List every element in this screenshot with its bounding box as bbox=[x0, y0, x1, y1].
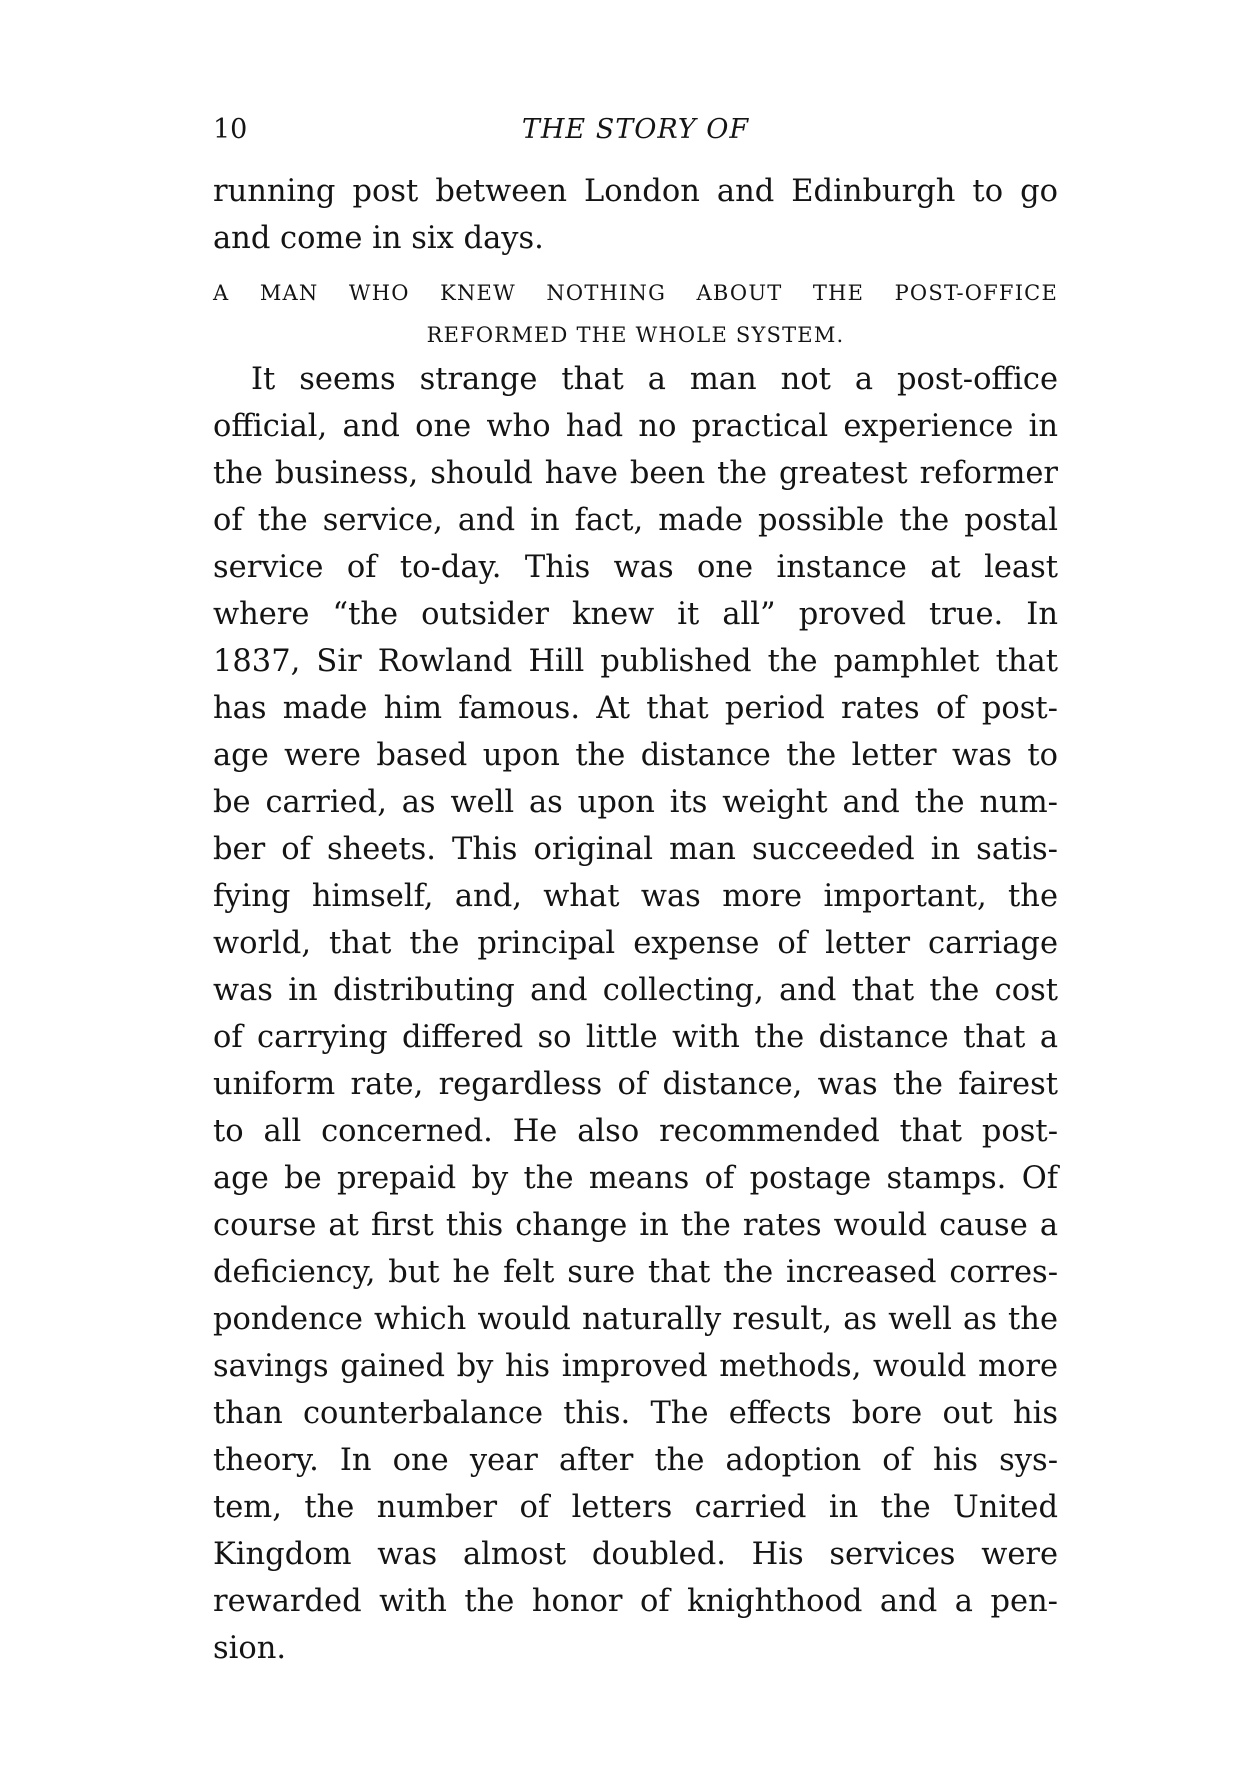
text-line: uniform rate, regardless of distance, was the fairest bbox=[213, 1067, 1058, 1102]
text-line: was in distributing and collecting, and that the cost bbox=[213, 973, 1058, 1008]
text-line: ber of sheets. This original man succeeded in satis- bbox=[213, 832, 1058, 867]
text-line: age be prepaid by the means of postage stamps. Of bbox=[213, 1161, 1058, 1196]
text-line: official, and one who had no practical experience in bbox=[213, 409, 1058, 444]
text-line: has made him famous. At that period rates of post- bbox=[213, 691, 1058, 726]
text-line: of carrying differed so little with the distance that a bbox=[213, 1020, 1058, 1055]
text-line: sion. bbox=[213, 1631, 287, 1666]
subheading-line: REFORMED THE WHOLE SYSTEM. bbox=[426, 323, 845, 347]
text-line: service of to-day. This was one instance at least bbox=[213, 550, 1058, 585]
text-line: theory. In one year after the adoption of his sys- bbox=[213, 1443, 1058, 1478]
text-line: to all concerned. He also recommended that post- bbox=[213, 1114, 1058, 1149]
text-line: and come in six days. bbox=[213, 221, 544, 256]
text-line: 1837, Sir Rowland Hill published the pamphlet that bbox=[213, 644, 1058, 679]
page-header bbox=[213, 110, 1058, 150]
text-line: of the service, and in fact, made possible the postal bbox=[213, 503, 1058, 538]
text-line: It seems strange that a man not a post-office bbox=[251, 362, 1058, 397]
page-number: 10 bbox=[213, 114, 248, 145]
text-line: course at first this change in the rates would cause a bbox=[213, 1208, 1058, 1243]
text-line: pondence which would naturally result, as well as the bbox=[213, 1302, 1058, 1337]
text-line: than counterbalance this. The effects bore out his bbox=[213, 1396, 1058, 1431]
text-line: world, that the principal expense of letter carriage bbox=[213, 926, 1058, 961]
text-line: deficiency, but he felt sure that the increased corres- bbox=[213, 1255, 1058, 1290]
text-line: savings gained by his improved methods, would more bbox=[213, 1349, 1058, 1384]
subheading-line: A MAN WHO KNEW NOTHING ABOUT THE POST-OFFICE bbox=[213, 281, 1058, 305]
text-line: the business, should have been the greatest reformer bbox=[213, 456, 1058, 491]
text-line: Kingdom was almost doubled. His services were bbox=[213, 1537, 1058, 1572]
section-subheading bbox=[213, 272, 1058, 356]
running-title: THE STORY OF bbox=[521, 114, 750, 145]
body-paragraph bbox=[213, 356, 1058, 1672]
text-line: fying himself, and, what was more important, the bbox=[213, 879, 1058, 914]
text-line: where “the outsider knew it all” proved true. In bbox=[213, 597, 1058, 632]
text-line: rewarded with the honor of knighthood and a pen- bbox=[213, 1584, 1058, 1619]
text-line: running post between London and Edinburgh to go bbox=[213, 174, 1058, 209]
text-line: tem, the number of letters carried in the United bbox=[213, 1490, 1058, 1525]
continued-paragraph bbox=[213, 168, 1058, 262]
text-line: age were based upon the distance the letter was to bbox=[213, 738, 1058, 773]
text-line: be carried, as well as upon its weight and the num- bbox=[213, 785, 1058, 820]
